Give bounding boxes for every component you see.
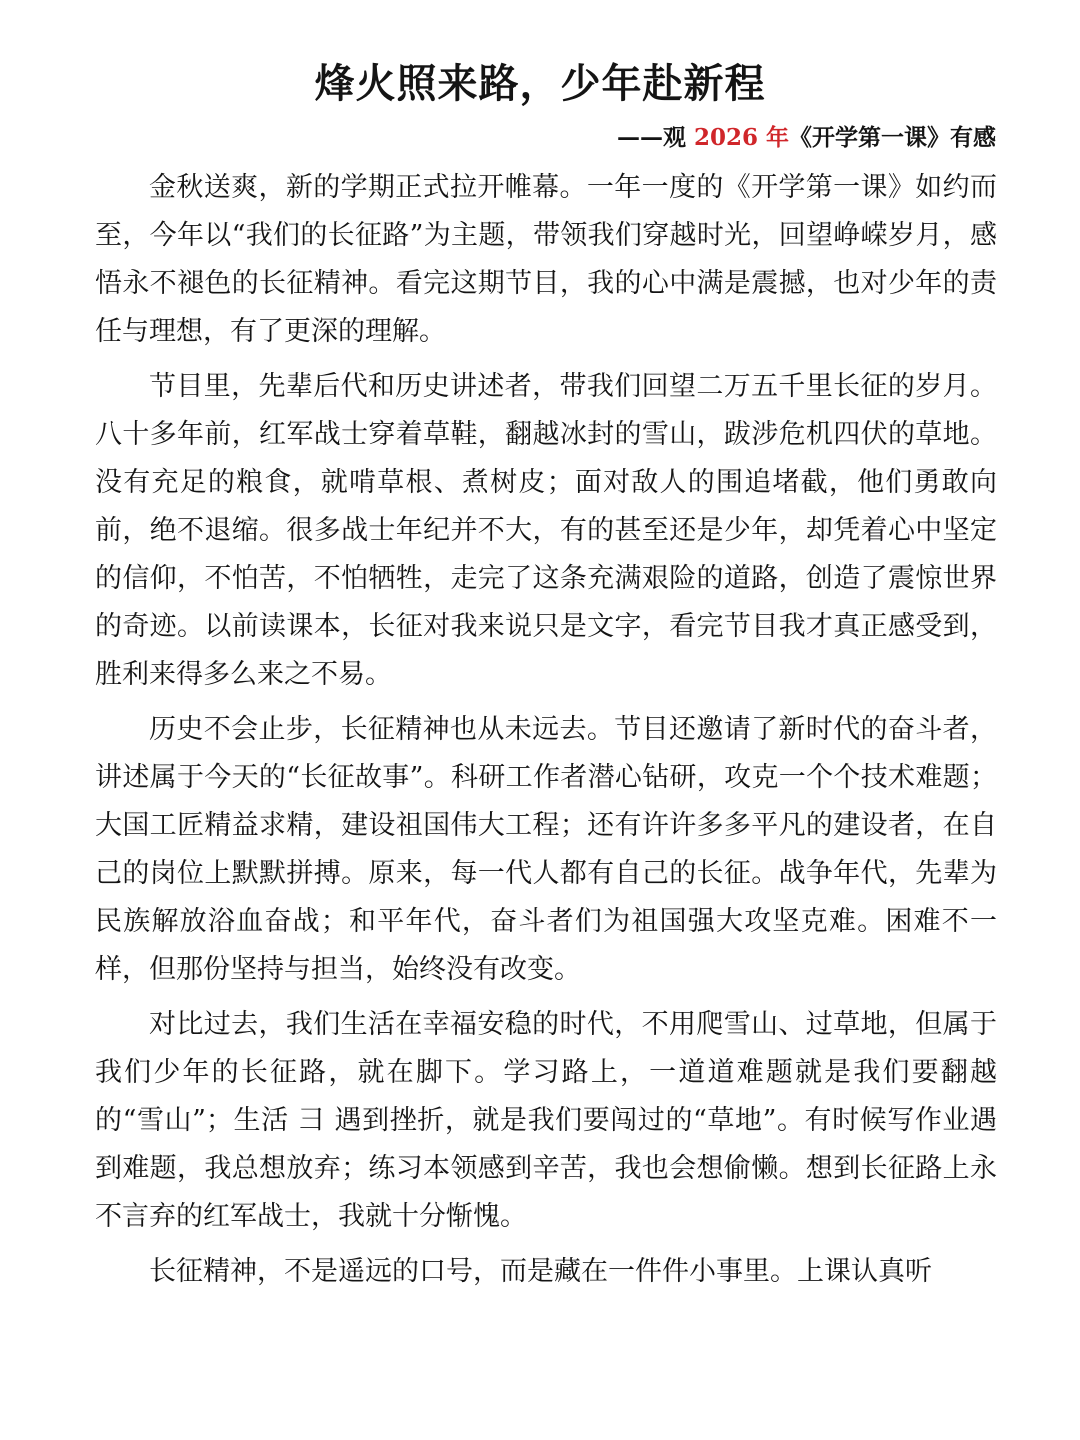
paragraph-2: 节目里，先辈后代和历史讲述者，带我们回望二万五千里长征的岁月。八十多年前，红军战士穿着草鞋，翻越冰封的雪山，跋涉危机四伏的草地。没有充足的粮食，就啃草根、煮树皮；面对敌人的围追堵截，他们勇敢向前，绝不退缩。很多战士年纪并不大，有的甚至还是少年，却凭着心中坚定的信仰，不怕苦，不怕牺牲，走完了这条充满艰险的道路，创造了震惊世界的奇迹。以前读课本，长征对我来说只是文字，看完节目我才真正感受到，胜利来得多么来之不易。: [95, 371, 997, 690]
subtitle-suffix: 《开学第一课》有感: [789, 124, 996, 151]
subtitle-year: 2026 年: [693, 124, 789, 151]
essay-title: 烽火照来路，少年赴新程: [314, 60, 766, 107]
paragraph-1: 金秋送爽，新的学期正式拉开帷幕。一年一度的《开学第一课》如约而至，今年以“我们的长征路”为主题，带领我们穿越时光，回望峥嵘岁月，感悟永不褪色的长征精神。看完这期节目，我的心中满是震撼，也对少年的责任与理想，有了更深的理解。: [95, 172, 997, 347]
paragraph-5: 长征精神，不是遥远的口号，而是藏在一件件小事里。上课认真听: [149, 1256, 932, 1287]
subtitle-prefix: ——观: [616, 124, 694, 151]
essay-subtitle: [617, 120, 996, 156]
paragraph-4: 对比过去，我们生活在幸福安稳的时代，不用爬雪山、过草地，但属于我们少年的长征路，就在脚下。学习路上，一道道难题就是我们要翻越的“雪山”；生活 ⺕ 遇到挫折，就是我们要闯过的“草地”。有时候写作业遇到难题，我总想放弃；练习本领感到辛苦，我也会想偷懒。想到长征路上永不言弃的红军战士，我就十分惭愧。: [95, 1009, 997, 1232]
essay-body: [95, 164, 997, 1303]
paragraph-3: 历史不会止步，长征精神也从未远去。节目还邀请了新时代的奋斗者，讲述属于今天的“长征故事”。科研工作者潜心钻研，攻克一个个技术难题；大国工匠精益求精，建设祖国伟大工程；还有许许多多平凡的建设者，在自己的岗位上默默拼搏。原来，每一代人都有自己的长征。战争年代，先辈为民族解放浴血奋战；和平年代，奋斗者们为祖国强大攻坚克难。困难不一样，但那份坚持与担当，始终没有改变。: [95, 714, 997, 985]
